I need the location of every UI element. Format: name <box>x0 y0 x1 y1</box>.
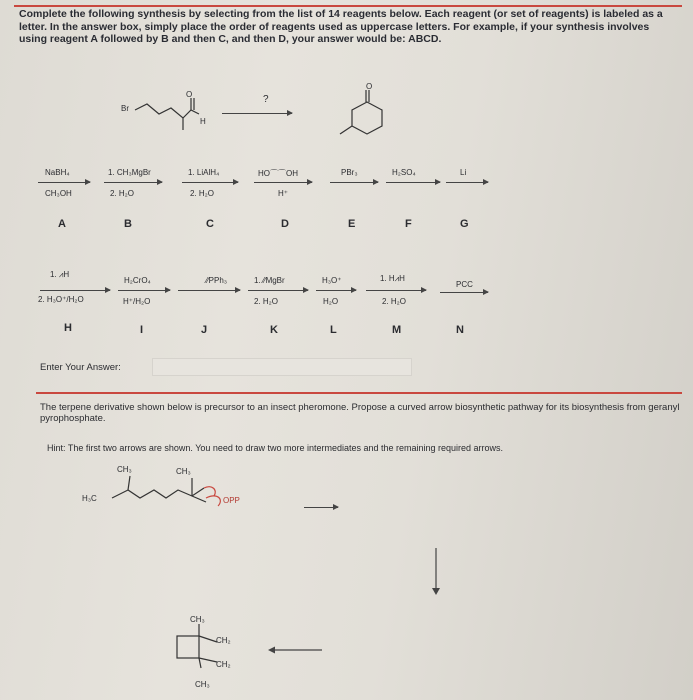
question2-prompt: The terpene derivative shown below is precursor to an insect pheromone. Propose a curved arrow biosynthetic pathway for its biosynthesis from geranyl pyrophosphate. <box>40 402 680 424</box>
reagent-A-top: NaBH₄ <box>45 168 70 177</box>
synthesis-arrow-label: ? <box>263 94 269 105</box>
reagent-K-letter: K <box>270 324 278 336</box>
reagent-L-letter: L <box>330 324 337 336</box>
reagent-N-letter: N <box>456 324 464 336</box>
reagent-N-arrow <box>440 292 488 293</box>
reagent-C-arrow <box>182 182 238 183</box>
reagent-L-arrow <box>316 290 356 291</box>
reagent-B-arrow <box>104 182 162 183</box>
reagent-E-top: PBr₃ <box>341 168 358 177</box>
reagent-H-letter: H <box>64 322 72 334</box>
synthesis-arrow <box>222 113 292 114</box>
reagent-I-arrow <box>118 290 170 291</box>
reagent-D-letter: D <box>281 218 289 230</box>
geranyl-h3c: H₃C <box>82 494 97 503</box>
reagent-B-bottom: 2. H₂O <box>110 189 134 198</box>
reagent-K-bottom: 2. H₂O <box>254 297 278 306</box>
reagent-K-arrow <box>248 290 308 291</box>
reagent-A-letter: A <box>58 218 66 230</box>
reagent-A-bottom: CH₃OH <box>45 189 72 198</box>
start-br-label: Br <box>121 104 129 113</box>
geranyl-opp: OPP <box>223 496 240 505</box>
product2-ch2-b: CH₂ <box>216 660 231 669</box>
reagent-G-arrow <box>446 182 488 183</box>
reagent-N-top: PCC <box>456 280 473 289</box>
product2-structure <box>165 622 245 672</box>
reagent-L-bottom: H₂O <box>323 297 339 306</box>
reagent-M-bottom: 2. H₂O <box>382 297 406 306</box>
reagent-H-top: 1. ⩘H <box>50 270 70 279</box>
reagent-D-arrow <box>254 182 312 183</box>
top-divider <box>14 5 682 7</box>
reagent-E-arrow <box>330 182 378 183</box>
reagent-M-top: 1. H⩘H <box>380 274 405 283</box>
product-o-label: O <box>366 82 373 91</box>
question2-divider <box>36 392 682 394</box>
reagent-M-letter: M <box>392 324 402 336</box>
answer-label: Enter Your Answer: <box>40 362 121 373</box>
geranyl-ch3-a: CH₃ <box>117 465 132 474</box>
reagent-J-top: ⁄⁄PPh₃ <box>206 276 228 285</box>
reagent-I-top: H₂CrO₄ <box>124 276 151 285</box>
reagent-J-letter: J <box>201 324 208 336</box>
answer-input[interactable] <box>152 358 412 376</box>
reagent-A-arrow <box>38 182 90 183</box>
reagent-D-bottom: H⁺ <box>278 189 288 198</box>
reagent-F-letter: F <box>405 218 412 230</box>
reagent-C-bottom: 2. H₂O <box>190 189 214 198</box>
reagent-G-letter: G <box>460 218 469 230</box>
reagent-E-letter: E <box>348 218 356 230</box>
product2-ch2-a: CH₂ <box>216 636 231 645</box>
pathway-arrow-right <box>304 507 338 508</box>
reagent-B-letter: B <box>124 218 132 230</box>
product-ring-structure <box>340 90 395 140</box>
reagent-B-top: 1. CH₃MgBr <box>108 168 151 177</box>
start-h-label: H <box>200 117 206 126</box>
pathway-arrow-left <box>268 645 324 655</box>
start-o-label: O <box>186 90 193 99</box>
question2-hint: Hint: The first two arrows are shown. You need to draw two more intermediates and the remaining required arrows. <box>47 443 504 453</box>
product2-ch3-top: CH₃ <box>190 615 205 624</box>
reagent-I-letter: I <box>140 324 144 336</box>
reagent-C-top: 1. LiAlH₄ <box>188 168 220 177</box>
pathway-arrow-down <box>430 548 442 596</box>
product2-ch3-bottom: CH₃ <box>195 680 210 689</box>
reagent-K-top: 1. ⁄⁄MgBr <box>254 276 285 285</box>
reagent-F-top: H₂SO₄ <box>392 168 416 177</box>
question-prompt: Complete the following synthesis by selecting from the list of 14 reagents below. Each reagent (or set of reagents) is labeled as a letter. In the answer box, simply place the order of reagents used as uppercase letters. For example, if your synthesis involves using reagent A followed by B and then C, and then D, your answer would be: ABCD. <box>19 8 663 45</box>
reagent-I-bottom: H⁺/H₂O <box>123 297 151 306</box>
reagent-H-arrow <box>40 290 110 291</box>
reagent-D-top: HO⌒⌒OH <box>258 169 298 178</box>
reagent-F-arrow <box>386 182 440 183</box>
reagent-C-letter: C <box>206 218 214 230</box>
reagent-M-arrow <box>366 290 426 291</box>
reagent-L-top: H₃O⁺ <box>322 276 342 285</box>
reagent-H-bottom: 2. H₃O⁺/H₂O <box>38 295 84 304</box>
reagent-J-arrow <box>178 290 240 291</box>
geranyl-ch3-b: CH₃ <box>176 467 191 476</box>
reagent-G-top: Li <box>460 168 467 177</box>
